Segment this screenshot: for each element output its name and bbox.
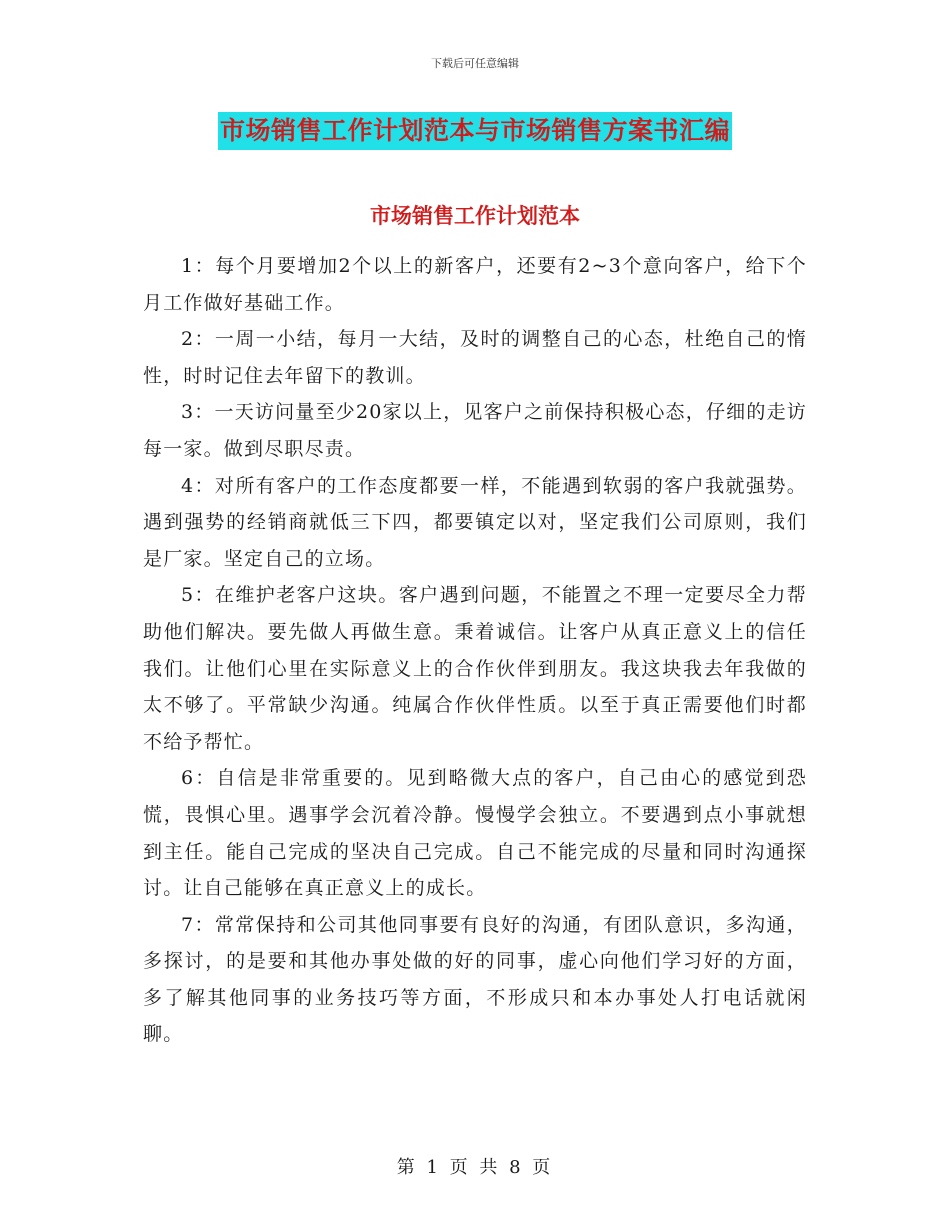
document-body bbox=[143, 248, 807, 1053]
paragraph-3: 3：一天访问量至少20家以上，见客户之前保持积极心态，仔细的走访每一家。做到尽职尽责。 bbox=[143, 401, 807, 460]
paragraph-1: 1：每个月要增加2个以上的新客户，还要有2~3个意向客户，给下个月工作做好基础工作。 bbox=[143, 255, 807, 314]
page-header-note: 下载后可任意编辑 bbox=[431, 57, 519, 70]
main-title-container bbox=[0, 112, 950, 150]
paragraph-6: 6：自信是非常重要的。见到略微大点的客户，自己由心的感觉到恐慌，畏惧心里。遇事学会沉着冷静。慢慢学会独立。不要遇到点小事就想到主任。能自己完成的坚决自己完成。自己不能完成的尽量和同时沟通探讨。让自己能够在真正意义上的成长。 bbox=[143, 767, 807, 900]
paragraph-2: 2：一周一小结，每月一大结，及时的调整自己的心态，杜绝自己的惰性，时时记住去年留下的教训。 bbox=[143, 328, 807, 387]
paragraph-4: 4：对所有客户的工作态度都要一样，不能遇到软弱的客户我就强势。遇到强势的经销商就低三下四，都要镇定以对，坚定我们公司原则，我们是厂家。坚定自己的立场。 bbox=[143, 474, 807, 570]
page-number-footer: 第 1 页 共 8 页 bbox=[396, 1157, 554, 1178]
section-title: 市场销售工作计划范本 bbox=[370, 204, 580, 228]
main-title: 市场销售工作计划范本与市场销售方案书汇编 bbox=[218, 112, 732, 150]
paragraph-7: 7：常常保持和公司其他同事要有良好的沟通，有团队意识，多沟通，多探讨，的是要和其他办事处做的好的同事，虚心向他们学习好的方面，多了解其他同事的业务技巧等方面，不形成只和本办事处人打电话就闲聊。 bbox=[143, 913, 807, 1046]
paragraph-5: 5：在维护老客户这块。客户遇到问题，不能置之不理一定要尽全力帮助他们解决。要先做人再做生意。秉着诚信。让客户从真正意义上的信任我们。让他们心里在实际意义上的合作伙伴到朋友。我这块我去年我做的太不够了。平常缺少沟通。纯属合作伙伴性质。以至于真正需要他们时都不给予帮忙。 bbox=[143, 584, 807, 753]
